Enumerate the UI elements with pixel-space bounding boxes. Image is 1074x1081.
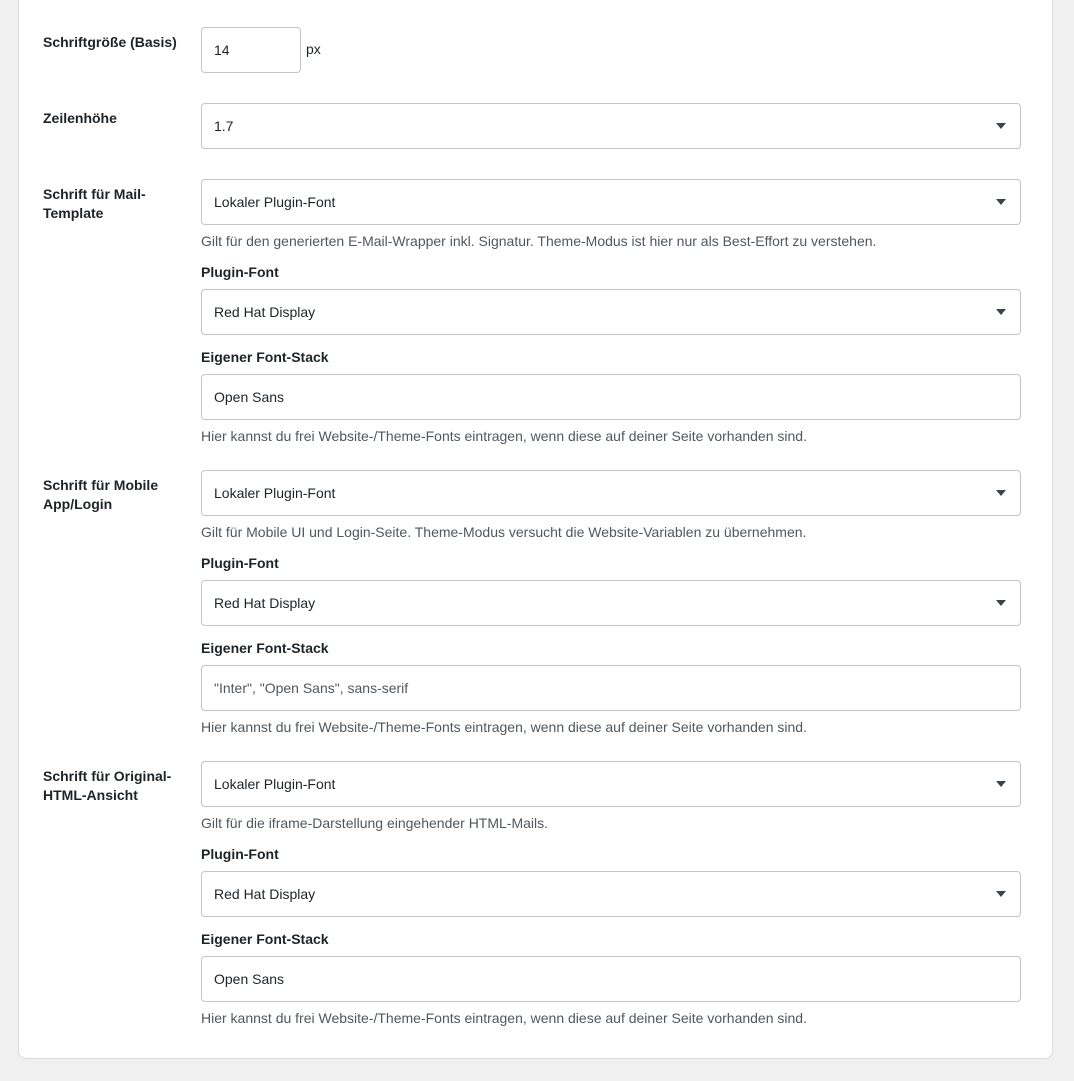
chevron-down-icon <box>996 891 1006 897</box>
chevron-down-icon <box>996 199 1006 205</box>
mail-template-plugin-font-select[interactable] <box>201 289 1021 335</box>
original-html-mode-select[interactable] <box>201 761 1021 807</box>
original-html-help: Gilt für die iframe-Darstellung eingehender HTML-Mails. <box>201 815 549 831</box>
chevron-down-icon <box>996 123 1006 129</box>
chevron-down-icon <box>996 781 1006 787</box>
mobile-app-plugin-font-label: Plugin-Font <box>201 555 279 571</box>
mobile-app-stack-input[interactable] <box>201 665 1021 711</box>
mail-template-label: Schrift für Mail-Template <box>43 186 146 221</box>
mail-template-help: Gilt für den generierten E-Mail-Wrapper inkl. Signatur. Theme-Modus ist hier nur als Best-Effort zu verstehen. <box>201 233 877 249</box>
original-html-plugin-font-label: Plugin-Font <box>201 846 279 862</box>
mail-template-stack-help: Hier kannst du frei Website-/Theme-Fonts eintragen, wenn diese auf deiner Seite vorhanden sind. <box>201 428 807 444</box>
original-html-plugin-font-select[interactable] <box>201 871 1021 917</box>
line-height-label: Zeilenhöhe <box>43 110 117 126</box>
mobile-app-stack-help: Hier kannst du frei Website-/Theme-Fonts eintragen, wenn diese auf deiner Seite vorhanden sind. <box>201 719 807 735</box>
mail-template-plugin-font-label: Plugin-Font <box>201 264 279 280</box>
chevron-down-icon <box>996 600 1006 606</box>
original-html-stack-label: Eigener Font-Stack <box>201 931 329 947</box>
original-html-plugin-font-value: Red Hat Display <box>214 886 316 902</box>
original-html-mode-value: Lokaler Plugin-Font <box>214 776 336 792</box>
chevron-down-icon <box>996 490 1006 496</box>
settings-card <box>18 0 1053 1059</box>
mail-template-stack-value: Open Sans <box>214 389 285 405</box>
mobile-app-field <box>201 470 1021 736</box>
mail-template-mode-select[interactable] <box>201 179 1021 225</box>
font-size-field <box>201 27 1021 73</box>
original-html-stack-help: Hier kannst du frei Website-/Theme-Fonts eintragen, wenn diese auf deiner Seite vorhanden sind. <box>201 1010 807 1026</box>
line-height-value: 1.7 <box>214 118 234 134</box>
mobile-app-plugin-font-select[interactable] <box>201 580 1021 626</box>
mobile-app-label: Schrift für Mobile App/Login <box>43 477 159 512</box>
font-size-label: Schriftgröße (Basis) <box>43 34 177 50</box>
mail-template-field <box>201 179 1021 445</box>
chevron-down-icon <box>996 309 1006 315</box>
mobile-app-mode-value: Lokaler Plugin-Font <box>214 485 336 501</box>
mobile-app-stack-label: Eigener Font-Stack <box>201 640 329 656</box>
mobile-app-stack-placeholder: "Inter", "Open Sans", sans-serif <box>214 680 409 696</box>
original-html-label: Schrift für Original-HTML-Ansicht <box>43 768 172 803</box>
mail-template-stack-label: Eigener Font-Stack <box>201 349 329 365</box>
mail-template-plugin-font-value: Red Hat Display <box>214 304 316 320</box>
font-size-input[interactable] <box>201 27 301 73</box>
mobile-app-plugin-font-value: Red Hat Display <box>214 595 316 611</box>
original-html-field <box>201 761 1021 1027</box>
mobile-app-mode-select[interactable] <box>201 470 1021 516</box>
line-height-field <box>201 103 1021 149</box>
font-size-unit: px <box>306 41 321 57</box>
mail-template-mode-value: Lokaler Plugin-Font <box>214 194 336 210</box>
mail-template-stack-input[interactable] <box>201 374 1021 420</box>
mobile-app-help: Gilt für Mobile UI und Login-Seite. Theme-Modus versucht die Website-Variablen zu übernehmen. <box>201 524 807 540</box>
original-html-stack-input[interactable] <box>201 956 1021 1002</box>
font-size-value: 14 <box>214 42 230 58</box>
line-height-select[interactable] <box>201 103 1021 149</box>
original-html-stack-value: Open Sans <box>214 971 285 987</box>
